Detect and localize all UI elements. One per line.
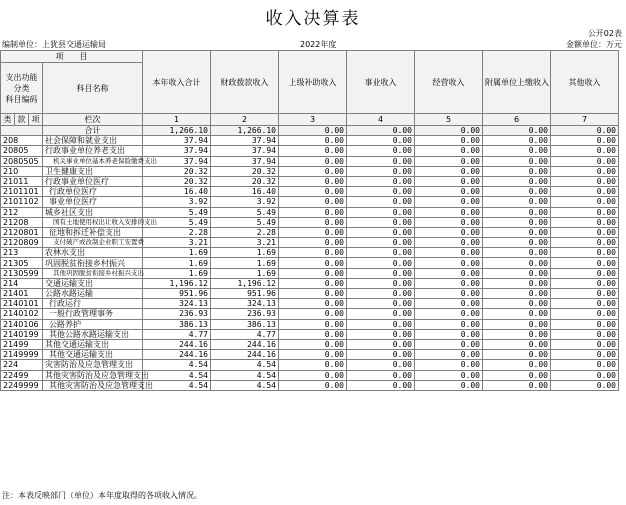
- row-value: 1.69: [211, 248, 279, 258]
- header-kuan: 款: [15, 114, 29, 126]
- row-value: 37.94: [143, 136, 211, 146]
- row-value: 0.00: [551, 380, 619, 390]
- row-value: 0.00: [279, 370, 347, 380]
- row-value: 0.00: [279, 136, 347, 146]
- column-number: 6: [483, 114, 551, 126]
- header-col-6: 附属单位上缴收入: [483, 51, 551, 114]
- header-col-5: 经营收入: [415, 51, 483, 114]
- row-value: 324.13: [143, 299, 211, 309]
- row-value: 0.00: [347, 339, 415, 349]
- row-value: 3.92: [143, 197, 211, 207]
- row-value: 0.00: [279, 319, 347, 329]
- row-value: 0.00: [415, 166, 483, 176]
- row-value: 0.00: [279, 380, 347, 390]
- row-name: 其他灾害防治及应急管理支出: [43, 370, 143, 380]
- row-value: 0.00: [415, 268, 483, 278]
- row-value: 236.93: [143, 309, 211, 319]
- table-row: [1, 248, 619, 258]
- total-value: 1,266.10: [211, 126, 279, 136]
- row-value: 1.69: [143, 258, 211, 268]
- row-name: 其他灾害防治及应急管理支出: [43, 380, 143, 390]
- row-value: 0.00: [347, 268, 415, 278]
- row-value: 0.00: [347, 380, 415, 390]
- row-value: 0.00: [415, 238, 483, 248]
- row-value: 4.54: [143, 360, 211, 370]
- row-value: 1.69: [211, 268, 279, 278]
- row-code: 21499: [1, 339, 43, 349]
- row-value: 0.00: [347, 350, 415, 360]
- row-value: 0.00: [347, 278, 415, 288]
- header-col-2: 财政拨款收入: [211, 51, 279, 114]
- table-body: [1, 126, 619, 391]
- row-value: 4.54: [143, 370, 211, 380]
- year-label: 2022年度: [300, 40, 337, 49]
- row-name: 行政事业单位养老支出: [43, 146, 143, 156]
- row-value: 16.40: [143, 187, 211, 197]
- row-value: 0.00: [483, 360, 551, 370]
- row-value: 0.00: [551, 136, 619, 146]
- row-value: 0.00: [483, 248, 551, 258]
- row-name: 机关事业单位基本养老保险缴费支出: [43, 156, 143, 166]
- table-row: [1, 258, 619, 268]
- row-value: 0.00: [279, 187, 347, 197]
- row-value: 0.00: [279, 299, 347, 309]
- row-code: 210: [1, 166, 43, 176]
- row-value: 3.21: [211, 238, 279, 248]
- table-row: [1, 187, 619, 197]
- header-xiang: 项: [29, 114, 43, 126]
- row-value: 0.00: [551, 248, 619, 258]
- row-value: 0.00: [551, 289, 619, 299]
- table-row: [1, 350, 619, 360]
- row-value: 0.00: [347, 309, 415, 319]
- row-value: 0.00: [483, 268, 551, 278]
- row-value: 0.00: [551, 176, 619, 186]
- column-number: 1: [143, 114, 211, 126]
- row-value: 0.00: [279, 217, 347, 227]
- row-name: 其他公路水路运输支出: [43, 329, 143, 339]
- table-row: [1, 329, 619, 339]
- row-value: 3.21: [143, 238, 211, 248]
- row-value: 20.32: [143, 166, 211, 176]
- total-label: 合计: [43, 126, 143, 136]
- header-col-4: 事业收入: [347, 51, 415, 114]
- row-value: 4.54: [143, 380, 211, 390]
- table-row: [1, 136, 619, 146]
- row-value: 0.00: [551, 319, 619, 329]
- row-value: 0.00: [415, 319, 483, 329]
- header-col-7: 其他收入: [551, 51, 619, 114]
- row-value: 0.00: [347, 176, 415, 186]
- header-lei: 类: [1, 114, 15, 126]
- total-value: 0.00: [347, 126, 415, 136]
- row-value: 20.32: [211, 176, 279, 186]
- row-value: 0.00: [415, 176, 483, 186]
- table-row: [1, 309, 619, 319]
- row-value: 0.00: [279, 339, 347, 349]
- header-col-1: 本年收入合计: [143, 51, 211, 114]
- row-code: 2149999: [1, 350, 43, 360]
- row-value: 37.94: [143, 146, 211, 156]
- row-value: 4.77: [211, 329, 279, 339]
- row-value: 5.49: [143, 217, 211, 227]
- row-name: 事业单位医疗: [43, 197, 143, 207]
- row-value: 0.00: [347, 187, 415, 197]
- row-value: 951.96: [143, 289, 211, 299]
- row-value: 0.00: [483, 197, 551, 207]
- row-value: 951.96: [211, 289, 279, 299]
- row-value: 0.00: [279, 309, 347, 319]
- row-value: 0.00: [483, 227, 551, 237]
- row-value: 0.00: [483, 176, 551, 186]
- row-value: 0.00: [483, 207, 551, 217]
- total-value: 1,266.10: [143, 126, 211, 136]
- row-name: 公路水路运输: [43, 289, 143, 299]
- row-value: 0.00: [551, 258, 619, 268]
- row-name: 行政单位医疗: [43, 187, 143, 197]
- total-code-cell: [1, 126, 43, 136]
- row-value: 5.49: [211, 217, 279, 227]
- header-subject-name: 科目名称: [43, 63, 143, 114]
- row-value: 0.00: [279, 146, 347, 156]
- row-code: 2120809: [1, 238, 43, 248]
- report-meta: [0, 39, 626, 49]
- row-value: 386.13: [143, 319, 211, 329]
- row-value: 0.00: [551, 360, 619, 370]
- row-value: 0.00: [551, 350, 619, 360]
- unit-label: 金额单位：万元: [566, 40, 622, 49]
- row-value: 1,196.12: [143, 278, 211, 288]
- column-number: 2: [211, 114, 279, 126]
- row-value: 0.00: [415, 207, 483, 217]
- row-name: 征地和拆迁补偿支出: [43, 227, 143, 237]
- row-value: 0.00: [483, 309, 551, 319]
- row-value: 0.00: [347, 299, 415, 309]
- row-value: 0.00: [347, 329, 415, 339]
- row-code: 2080505: [1, 156, 43, 166]
- row-value: 0.00: [483, 380, 551, 390]
- table-row: [1, 207, 619, 217]
- row-value: 0.00: [279, 289, 347, 299]
- row-value: 37.94: [211, 146, 279, 156]
- row-code: 2140102: [1, 309, 43, 319]
- row-code: 2120801: [1, 227, 43, 237]
- row-value: 386.13: [211, 319, 279, 329]
- row-value: 5.49: [211, 207, 279, 217]
- row-value: 0.00: [483, 187, 551, 197]
- table-code: 公开02表: [587, 29, 622, 38]
- row-value: 4.54: [211, 380, 279, 390]
- row-code: 2140101: [1, 299, 43, 309]
- row-name: 农林水支出: [43, 248, 143, 258]
- row-value: 0.00: [347, 238, 415, 248]
- row-value: 0.00: [551, 370, 619, 380]
- row-value: 0.00: [415, 197, 483, 207]
- row-name: 支付破产或改制企业职工安置费: [43, 238, 143, 248]
- table-row: [1, 370, 619, 380]
- total-row: [1, 126, 619, 136]
- row-value: 0.00: [551, 217, 619, 227]
- row-code: 212: [1, 207, 43, 217]
- row-value: 0.00: [279, 227, 347, 237]
- row-value: 37.94: [211, 136, 279, 146]
- row-value: 0.00: [347, 319, 415, 329]
- row-value: 0.00: [347, 227, 415, 237]
- row-value: 0.00: [483, 166, 551, 176]
- row-value: 0.00: [279, 166, 347, 176]
- row-code: 21208: [1, 217, 43, 227]
- row-value: 0.00: [415, 339, 483, 349]
- column-number: 7: [551, 114, 619, 126]
- table-row: [1, 380, 619, 390]
- row-value: 0.00: [279, 176, 347, 186]
- table-row: [1, 156, 619, 166]
- row-value: 0.00: [415, 187, 483, 197]
- row-value: 4.77: [143, 329, 211, 339]
- row-value: 0.00: [415, 227, 483, 237]
- row-value: 244.16: [143, 339, 211, 349]
- row-value: 0.00: [415, 329, 483, 339]
- row-value: 1.69: [211, 258, 279, 268]
- row-value: 0.00: [347, 146, 415, 156]
- row-value: 0.00: [483, 319, 551, 329]
- row-value: 0.00: [347, 207, 415, 217]
- row-value: 0.00: [279, 238, 347, 248]
- row-value: 244.16: [211, 350, 279, 360]
- row-value: 0.00: [415, 289, 483, 299]
- row-value: 0.00: [551, 278, 619, 288]
- row-value: 0.00: [483, 238, 551, 248]
- row-value: 0.00: [415, 136, 483, 146]
- row-value: 0.00: [551, 207, 619, 217]
- row-value: 0.00: [415, 248, 483, 258]
- org-label: 编制单位：上犹县交通运输局: [2, 40, 106, 49]
- row-value: 0.00: [483, 156, 551, 166]
- row-value: 0.00: [415, 146, 483, 156]
- total-value: 0.00: [279, 126, 347, 136]
- total-value: 0.00: [415, 126, 483, 136]
- income-report-table: [0, 50, 619, 391]
- row-name: 卫生健康支出: [43, 166, 143, 176]
- row-name: 其他交通运输支出: [43, 339, 143, 349]
- row-name: 灾害防治及应急管理支出: [43, 360, 143, 370]
- table-row: [1, 166, 619, 176]
- row-name: 行政运行: [43, 299, 143, 309]
- table-row: [1, 176, 619, 186]
- row-value: 0.00: [347, 197, 415, 207]
- row-code: 2130599: [1, 268, 43, 278]
- row-value: 0.00: [279, 350, 347, 360]
- row-value: 0.00: [415, 360, 483, 370]
- row-value: 0.00: [551, 309, 619, 319]
- row-value: 0.00: [483, 136, 551, 146]
- row-code: 21305: [1, 258, 43, 268]
- row-value: 4.54: [211, 360, 279, 370]
- table-row: [1, 197, 619, 207]
- row-value: 0.00: [279, 156, 347, 166]
- header-func-code: 支出功能分类 科目编码: [1, 63, 43, 114]
- row-value: 0.00: [551, 187, 619, 197]
- row-name: 巩固脱贫衔接乡村振兴: [43, 258, 143, 268]
- row-value: 0.00: [483, 329, 551, 339]
- table-row: [1, 268, 619, 278]
- row-value: 0.00: [483, 146, 551, 156]
- table-row: [1, 289, 619, 299]
- table-row: [1, 146, 619, 156]
- row-value: 37.94: [211, 156, 279, 166]
- header-col-3: 上级补助收入: [279, 51, 347, 114]
- row-value: 0.00: [347, 156, 415, 166]
- row-name: 城乡社区支出: [43, 207, 143, 217]
- row-value: 0.00: [415, 350, 483, 360]
- row-value: 0.00: [347, 289, 415, 299]
- row-name: 社会保障和就业支出: [43, 136, 143, 146]
- row-value: 0.00: [415, 258, 483, 268]
- row-value: 0.00: [415, 156, 483, 166]
- row-value: 0.00: [347, 258, 415, 268]
- row-code: 2140199: [1, 329, 43, 339]
- row-value: 0.00: [483, 278, 551, 288]
- row-value: 0.00: [483, 289, 551, 299]
- row-value: 0.00: [279, 197, 347, 207]
- row-code: 21011: [1, 176, 43, 186]
- row-value: 0.00: [347, 166, 415, 176]
- row-value: 0.00: [347, 217, 415, 227]
- row-code: 2101101: [1, 187, 43, 197]
- row-value: 0.00: [279, 268, 347, 278]
- row-name: 一般行政管理事务: [43, 309, 143, 319]
- row-value: 0.00: [279, 360, 347, 370]
- row-value: 0.00: [347, 248, 415, 258]
- row-name: 其他交通运输支出: [43, 350, 143, 360]
- row-value: 16.40: [211, 187, 279, 197]
- row-name: 国有土地使用权出让收入安排的支出: [43, 217, 143, 227]
- row-value: 0.00: [279, 207, 347, 217]
- table-row: [1, 238, 619, 248]
- row-value: 5.49: [143, 207, 211, 217]
- row-value: 1.69: [143, 268, 211, 278]
- row-value: 0.00: [551, 238, 619, 248]
- row-value: 20.32: [143, 176, 211, 186]
- row-code: 214: [1, 278, 43, 288]
- row-name: 行政事业单位医疗: [43, 176, 143, 186]
- row-value: 0.00: [551, 299, 619, 309]
- row-value: 0.00: [483, 370, 551, 380]
- row-value: 0.00: [551, 329, 619, 339]
- row-value: 37.94: [143, 156, 211, 166]
- row-value: 0.00: [415, 309, 483, 319]
- row-value: 0.00: [551, 156, 619, 166]
- table-row: [1, 278, 619, 288]
- row-value: 0.00: [415, 217, 483, 227]
- row-value: 4.54: [211, 370, 279, 380]
- row-code: 22499: [1, 370, 43, 380]
- table-row: [1, 217, 619, 227]
- row-code: 224: [1, 360, 43, 370]
- row-name: 公路养护: [43, 319, 143, 329]
- row-value: 0.00: [551, 197, 619, 207]
- row-code: 213: [1, 248, 43, 258]
- row-value: 2.28: [143, 227, 211, 237]
- row-value: 0.00: [347, 370, 415, 380]
- row-value: 0.00: [483, 350, 551, 360]
- row-value: 0.00: [279, 258, 347, 268]
- row-value: 0.00: [483, 299, 551, 309]
- row-code: 2140106: [1, 319, 43, 329]
- row-name: 交通运输支出: [43, 278, 143, 288]
- total-value: 0.00: [483, 126, 551, 136]
- row-value: 244.16: [211, 339, 279, 349]
- row-value: 0.00: [551, 166, 619, 176]
- row-value: 20.32: [211, 166, 279, 176]
- row-value: 1.69: [143, 248, 211, 258]
- table-header: [1, 51, 619, 126]
- column-number: 5: [415, 114, 483, 126]
- row-value: 324.13: [211, 299, 279, 309]
- row-value: 0.00: [551, 146, 619, 156]
- table-row: [1, 227, 619, 237]
- row-index-label: 栏次: [43, 114, 143, 126]
- row-value: 236.93: [211, 309, 279, 319]
- total-value: 0.00: [551, 126, 619, 136]
- row-value: 0.00: [347, 360, 415, 370]
- header-project: 项 目: [1, 51, 143, 63]
- table-row: [1, 299, 619, 309]
- row-value: 0.00: [415, 370, 483, 380]
- row-value: 0.00: [415, 380, 483, 390]
- table-row: [1, 339, 619, 349]
- row-code: 2249999: [1, 380, 43, 390]
- report-title: 收入决算表: [265, 9, 361, 29]
- row-name: 其他巩固脱贫衔接乡村振兴支出: [43, 268, 143, 278]
- row-value: 0.00: [347, 136, 415, 146]
- column-number: 3: [279, 114, 347, 126]
- row-value: 0.00: [483, 217, 551, 227]
- row-value: 3.92: [211, 197, 279, 207]
- row-code: 2101102: [1, 197, 43, 207]
- row-value: 0.00: [551, 227, 619, 237]
- row-value: 0.00: [415, 299, 483, 309]
- row-code: 208: [1, 136, 43, 146]
- row-value: 0.00: [551, 268, 619, 278]
- row-value: 0.00: [551, 339, 619, 349]
- row-code: 20805: [1, 146, 43, 156]
- row-value: 0.00: [279, 278, 347, 288]
- row-value: 0.00: [415, 278, 483, 288]
- row-value: 0.00: [279, 248, 347, 258]
- footnote: 注：本表反映部门（单位）本年度取得的各项收入情况。: [2, 491, 202, 500]
- row-value: 0.00: [483, 258, 551, 268]
- row-value: 0.00: [483, 339, 551, 349]
- table-row: [1, 319, 619, 329]
- column-number: 4: [347, 114, 415, 126]
- row-code: 21401: [1, 289, 43, 299]
- row-value: 0.00: [279, 329, 347, 339]
- table-row: [1, 360, 619, 370]
- row-value: 1,196.12: [211, 278, 279, 288]
- row-value: 244.16: [143, 350, 211, 360]
- row-value: 2.28: [211, 227, 279, 237]
